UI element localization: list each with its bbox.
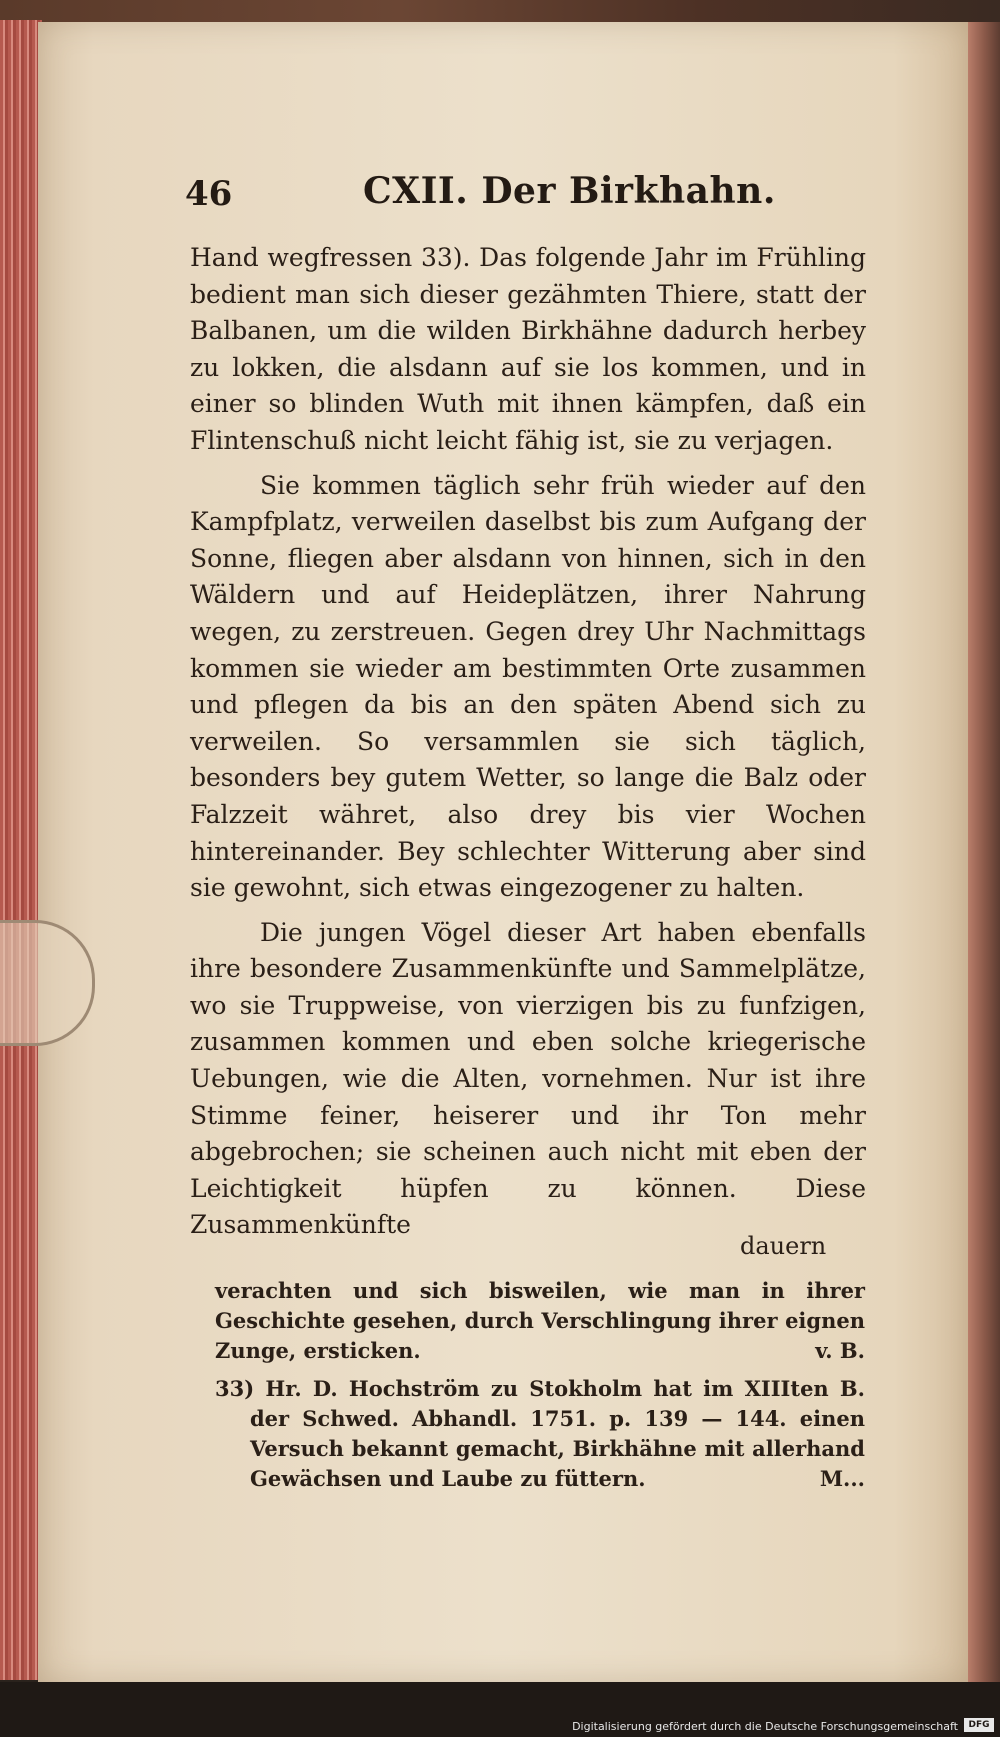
page-number: 46: [185, 174, 233, 214]
footnote-text: 33) Hr. D. Hochström zu Stokholm hat im XIIIten B. der Schwed. Abhandl. 1751. p. 139 — 144. einen Versuch bekannt gemacht, Birkhähne mit allerhand Gewächsen und Laube zu füttern.: [215, 1376, 865, 1491]
paragraph: Sie kommen täglich sehr früh wieder auf den Kampfplatz, verweilen daselbst bis zum Aufgang der Sonne, fliegen aber alsdann von hinnen, sich in den Wäldern und auf Heideplätzen, ihrer Nahrung wegen, zu zerstreuen. Gegen drey Uhr Nachmittags kommen sie wieder am bestimmten Orte zusammen und pflegen da bis an den späten Abend sich zu verweilen. So versammlen sie sich täglich, besonders bey gutem Wetter, so lange die Balz oder Falzzeit währet, also drey bis vier Wochen hintereinander. Bey schlechter Witterung aber sind sie gewohnt, sich etwas eingezogener zu halten.: [190, 470, 866, 903]
footnote-continuation: [215, 1276, 865, 1366]
footnote-signature: M...: [819, 1466, 865, 1491]
digitization-credit: Digitalisierung gefördert durch die Deutsche Forschungsgemeinschaft: [572, 1720, 958, 1733]
book-page-edges: [0, 20, 42, 1680]
paragraph: Die jungen Vögel dieser Art haben ebenfalls ihre besondere Zusammenkünfte und Sammelplätze, wo sie Truppweise, von vierzigen bis zu funfzigen, zusammen kommen und eben solche kriegerische Uebungen, wie die Alten, vornehmen. Nur ist ihre Stimme feiner, heiserer und ihr Ton mehr abgebrochen; sie scheinen auch nicht mit eben der Leichtigkeit hüpfen zu können. Diese Zusammenkünfte: [190, 917, 866, 1240]
dfg-logo-icon: DFG: [964, 1718, 994, 1732]
catchword: dauern: [740, 1232, 827, 1260]
main-text: [190, 240, 866, 1244]
footnote-signature: v. B.: [815, 1338, 865, 1363]
book-right-edge: [968, 22, 1000, 1682]
running-title: CXII. Der Birkhahn.: [363, 170, 776, 212]
paragraph: Hand wegfressen 33). Das folgende Jahr im Frühling bedient man sich dieser gezähmten Thiere, statt der Balbanen, um die wilden Birkhähne dadurch herbey zu lokken, die alsdann auf sie los kommen, und in einer so blinden Wuth mit ihnen kämpfen, daß ein Flintenschuß nicht leicht fähig ist, sie zu verjagen.: [190, 243, 866, 455]
page-header: [185, 170, 875, 220]
footnotes: [215, 1276, 865, 1494]
footnote-33: [215, 1374, 865, 1494]
footnote-text: verachten und sich bisweilen, wie man in ihrer Geschichte gesehen, durch Verschlingung ihrer eignen Zunge, ersticken.: [215, 1278, 865, 1363]
